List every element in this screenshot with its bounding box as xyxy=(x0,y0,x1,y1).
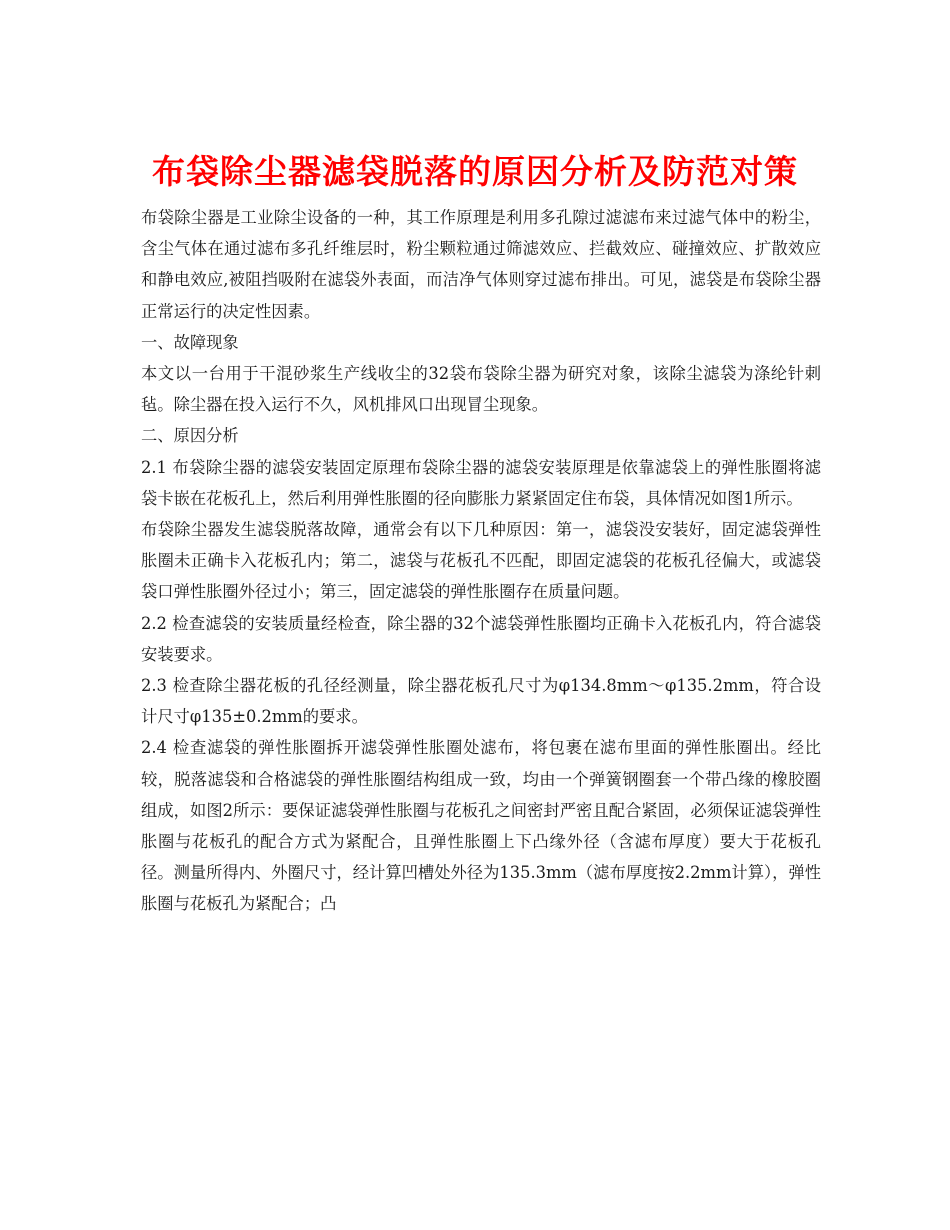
paragraph-2-4: 2.4 检查滤袋的弹性胀圈拆开滤袋弹性胀圈处滤布，将包裹在滤布里面的弹性胀圈出。经比较，脱落滤袋和合格滤袋的弹性胀圈结构组成一致，均由一个弹簧钢圈套一个带凸缘的橡胶圈组成，如图2所示：要保证滤袋弹性胀圈与花板孔之间密封严密且配合紧固，必须保证滤袋弹性胀圈与花板孔的配合方式为紧配合，且弹性胀圈上下凸缘外径（含滤布厚度）要大于花板孔径。测量所得内、外圈尺寸，经计算凹槽处外径为135.3mm（滤布厚度按2.2mm计算），弹性胀圈与花板孔为紧配合；凸 xyxy=(141,738,821,914)
document-body xyxy=(141,202,821,920)
paragraph-causes: 布袋除尘器发生滤袋脱落故障，通常会有以下几种原因：第一，滤袋没安装好，固定滤袋弹性胀圈未正确卡入花板孔内；第二，滤袋与花板孔不匹配，即固定滤袋的花板孔径偏大，或滤袋袋口弹性胀圈外径过小；第三，固定滤袋的弹性胀圈存在质量问题。 xyxy=(141,520,821,602)
paragraph-intro: 布袋除尘器是工业除尘设备的一种，其工作原理是利用多孔隙过滤滤布来过滤气体中的粉尘，含尘气体在通过滤布多孔纤维层时，粉尘颗粒通过筛滤效应、拦截效应、碰撞效应、扩散效应和静电效应,被阻挡吸附在滤袋外表面，而洁净气体则穿过滤布排出。可见，滤袋是布袋除尘器正常运行的决定性因素。 xyxy=(141,208,821,321)
section-heading-fault: 一、故障现象 xyxy=(141,332,239,352)
section-heading-analysis: 二、原因分析 xyxy=(141,426,239,446)
paragraph-2-1: 2.1 布袋除尘器的滤袋安装固定原理布袋除尘器的滤袋安装原理是依靠滤袋上的弹性胀圈将滤袋卡嵌在花板孔上，然后利用弹性胀圈的径向膨胀力紧紧固定住布袋，具体情况如图1所示。 xyxy=(141,457,821,508)
document-title: 布袋除尘器滤袋脱落的原因分析及防范对策 xyxy=(152,152,798,192)
paragraph-2-2: 2.2 检查滤袋的安装质量经检查，除尘器的32个滤袋弹性胀圈均正确卡入花板孔内，符合滤袋安装要求。 xyxy=(141,613,821,664)
paragraph-fault: 本文以一台用于干混砂浆生产线收尘的32袋布袋除尘器为研究对象，该除尘滤袋为涤纶针刺毡。除尘器在投入运行不久，风机排风口出现冒尘现象。 xyxy=(141,364,821,415)
paragraph-2-3: 2.3 检查除尘器花板的孔径经测量，除尘器花板孔尺寸为φ134.8mm～φ135.2mm，符合设计尺寸φ135±0.2mm的要求。 xyxy=(141,676,821,727)
